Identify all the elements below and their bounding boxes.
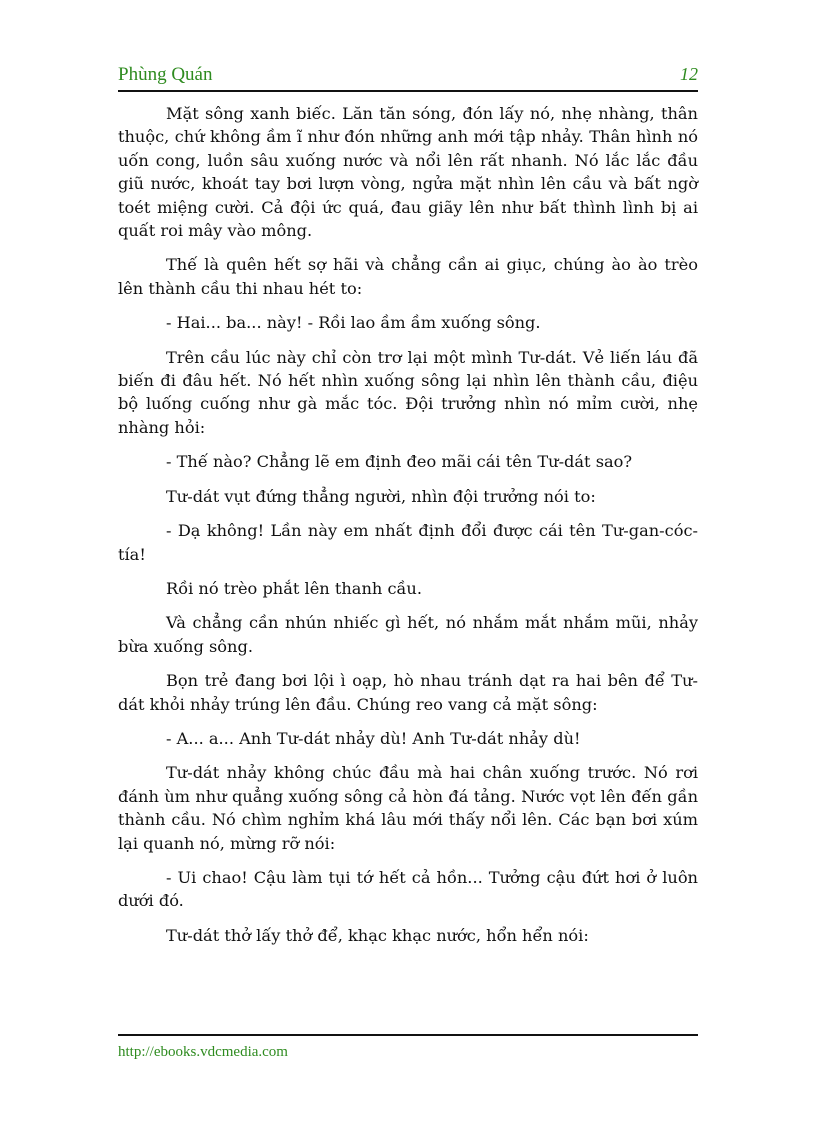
footer-link[interactable]: http://ebooks.vdcmedia.com [118,1044,288,1060]
paragraph: Thế là quên hết sợ hãi và chẳng cần ai giục, chúng ào ào trèo lên thành cầu thi nhau hét to: [118,255,698,298]
body-text [118,102,698,958]
paragraph: - Dạ không! Lần này em nhất định đổi được cái tên Tư-gan-cóc-tía! [118,521,698,564]
paragraph: - Thế nào? Chẳng lẽ em định đeo mãi cái tên Tư-dát sao? [166,452,633,472]
paragraph: Tư-dát vụt đứng thẳng người, nhìn đội trưởng nói to: [166,486,596,506]
paragraph: - Hai... ba... này! - Rồi lao ầm ầm xuống sông. [166,313,541,333]
paragraph: Rồi nó trèo phắt lên thanh cầu. [166,578,422,598]
page-header [118,62,698,92]
paragraph: Tư-dát thở lấy thở để, khạc khạc nước, hổn hển nói: [166,925,589,945]
paragraph: Trên cầu lúc này chỉ còn trơ lại một mình Tư-dát. Vẻ liến láu đã biến đi đâu hết. Nó hết nhìn xuống sông lại nhìn lên thành cầu, điệu bộ luống cuống như gà mắc tóc. Đội trưởng nhìn nó mỉm cười, nhẹ nhàng hỏi: [118,347,698,437]
paragraph: Bọn trẻ đang bơi lội ì oạp, hò nhau tránh dạt ra hai bên để Tư-dát khỏi nhảy trúng lên đầu. Chúng reo vang cả mặt sông: [118,671,698,714]
page-number: 12 [680,64,698,84]
author-name: Phùng Quán [118,64,213,85]
paragraph: - A... a... Anh Tư-dát nhảy dù! Anh Tư-dát nhảy dù! [166,728,581,748]
paragraph: - Ui chao! Cậu làm tụi tớ hết cả hồn... Tưởng cậu đứt hơi ở luôn dưới đó. [118,867,698,911]
paragraph: Tư-dát nhảy không chúc đầu mà hai chân xuống trước. Nó rơi đánh ùm như quẳng xuống sông cả hòn đá tảng. Nước vọt lên đến gần thành cầu. Nó chìm nghỉm khá lâu mới thấy nổi lên. Các bạn bơi xúm lại quanh nó, mừng rỡ nói: [118,763,698,853]
paragraph: Và chẳng cần nhún nhiếc gì hết, nó nhắm mắt nhắm mũi, nhảy bừa xuống sông. [118,613,698,656]
paragraph: Mặt sông xanh biếc. Lăn tăn sóng, đón lấy nó, nhẹ nhàng, thân thuộc, chứ không ầm ĩ như đón những anh mới tập nhảy. Thân hình nó uốn cong, luồn sâu xuống nước và nổi lên rất nhanh. Nó lắc lắc đầu giũ nước, khoát tay bơi lượn vòng, ngửa mặt nhìn lên cầu và bất ngờ toét miệng cười. Cả đội ức quá, đau giãy lên như bất thình lình bị ai quất roi mây vào mông. [118,104,698,241]
footer-divider [118,1034,698,1036]
